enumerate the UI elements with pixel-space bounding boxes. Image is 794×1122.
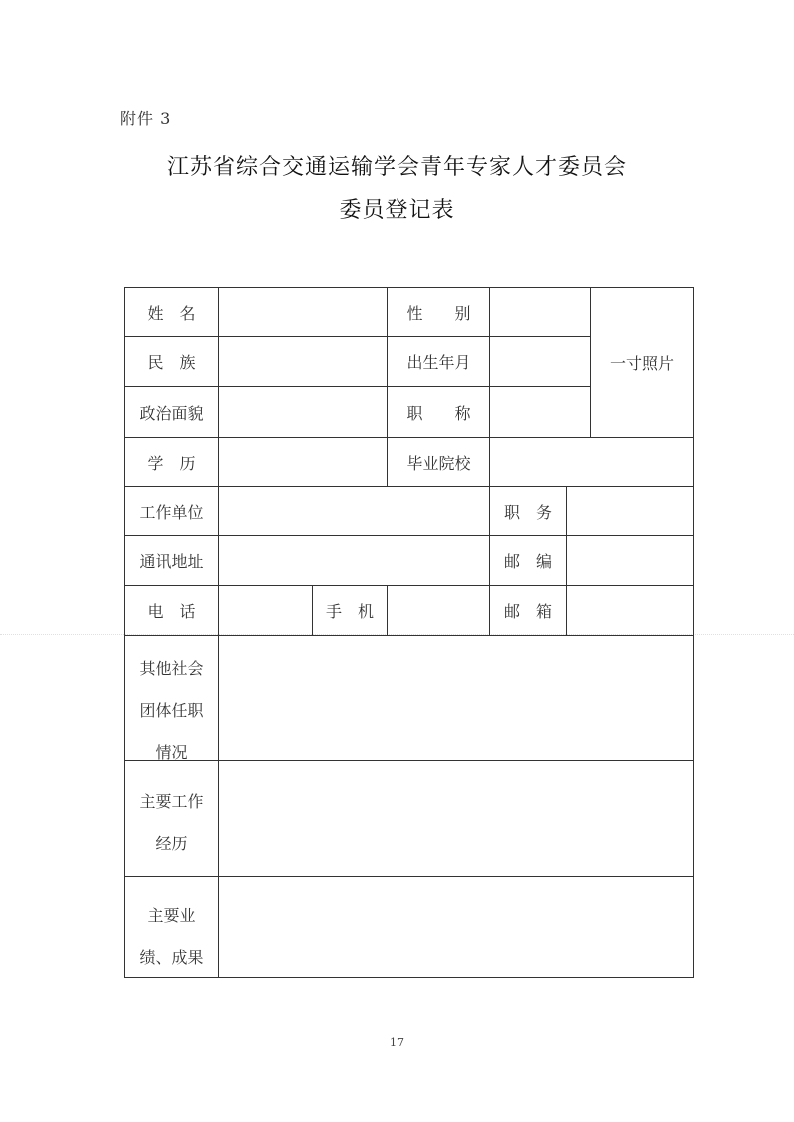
label-other-roles-line2: 团体任职 bbox=[139, 701, 204, 720]
label-gender: 性 别 bbox=[388, 288, 490, 337]
label-work-unit: 工作单位 bbox=[125, 487, 219, 536]
label-experience bbox=[125, 761, 219, 877]
label-achievements-line2: 绩、成果 bbox=[139, 948, 204, 967]
field-school[interactable] bbox=[490, 438, 693, 487]
field-birth[interactable] bbox=[490, 337, 591, 387]
field-title[interactable] bbox=[490, 387, 591, 438]
label-phone: 电 话 bbox=[125, 586, 219, 636]
label-postcode: 邮 编 bbox=[490, 536, 567, 586]
page-number: 17 bbox=[390, 1036, 404, 1049]
field-postcode[interactable] bbox=[567, 536, 693, 586]
label-political: 政治面貌 bbox=[125, 387, 219, 438]
field-achievements[interactable] bbox=[219, 877, 693, 977]
field-education[interactable] bbox=[219, 438, 388, 487]
label-email: 邮 箱 bbox=[490, 586, 567, 636]
field-work-unit[interactable] bbox=[219, 487, 490, 536]
field-experience[interactable] bbox=[219, 761, 693, 877]
field-email[interactable] bbox=[567, 586, 693, 636]
label-address: 通讯地址 bbox=[125, 536, 219, 586]
label-other-roles-line1: 其他社会 bbox=[139, 659, 204, 678]
label-achievements-line1: 主要业 bbox=[147, 906, 196, 925]
field-mobile[interactable] bbox=[388, 586, 490, 636]
photo-box[interactable]: 一寸照片 bbox=[591, 288, 693, 438]
label-name: 姓 名 bbox=[125, 288, 219, 337]
label-other-roles bbox=[125, 636, 219, 761]
form-title-line2: 委员登记表 bbox=[339, 198, 455, 223]
label-education: 学 历 bbox=[125, 438, 219, 487]
field-other-roles[interactable] bbox=[219, 636, 693, 761]
label-mobile: 手 机 bbox=[313, 586, 388, 636]
field-position[interactable] bbox=[567, 487, 693, 536]
field-phone[interactable] bbox=[219, 586, 313, 636]
field-ethnicity[interactable] bbox=[219, 337, 388, 387]
field-political[interactable] bbox=[219, 387, 388, 438]
attachment-label: 附件 3 bbox=[120, 109, 172, 128]
label-experience-line2: 经历 bbox=[155, 834, 188, 853]
form-title-line1: 江苏省综合交通运输学会青年专家人才委员会 bbox=[166, 155, 627, 180]
field-gender[interactable] bbox=[490, 288, 591, 337]
label-ethnicity: 民 族 bbox=[125, 337, 219, 387]
label-achievements bbox=[125, 877, 219, 977]
field-name[interactable] bbox=[219, 288, 388, 337]
label-experience-line1: 主要工作 bbox=[139, 792, 204, 811]
label-other-roles-line3: 情况 bbox=[155, 743, 188, 762]
label-school: 毕业院校 bbox=[388, 438, 490, 487]
label-position: 职 务 bbox=[490, 487, 567, 536]
field-address[interactable] bbox=[219, 536, 490, 586]
label-birth: 出生年月 bbox=[388, 337, 490, 387]
registration-form-table bbox=[124, 287, 694, 978]
label-title: 职 称 bbox=[388, 387, 490, 438]
